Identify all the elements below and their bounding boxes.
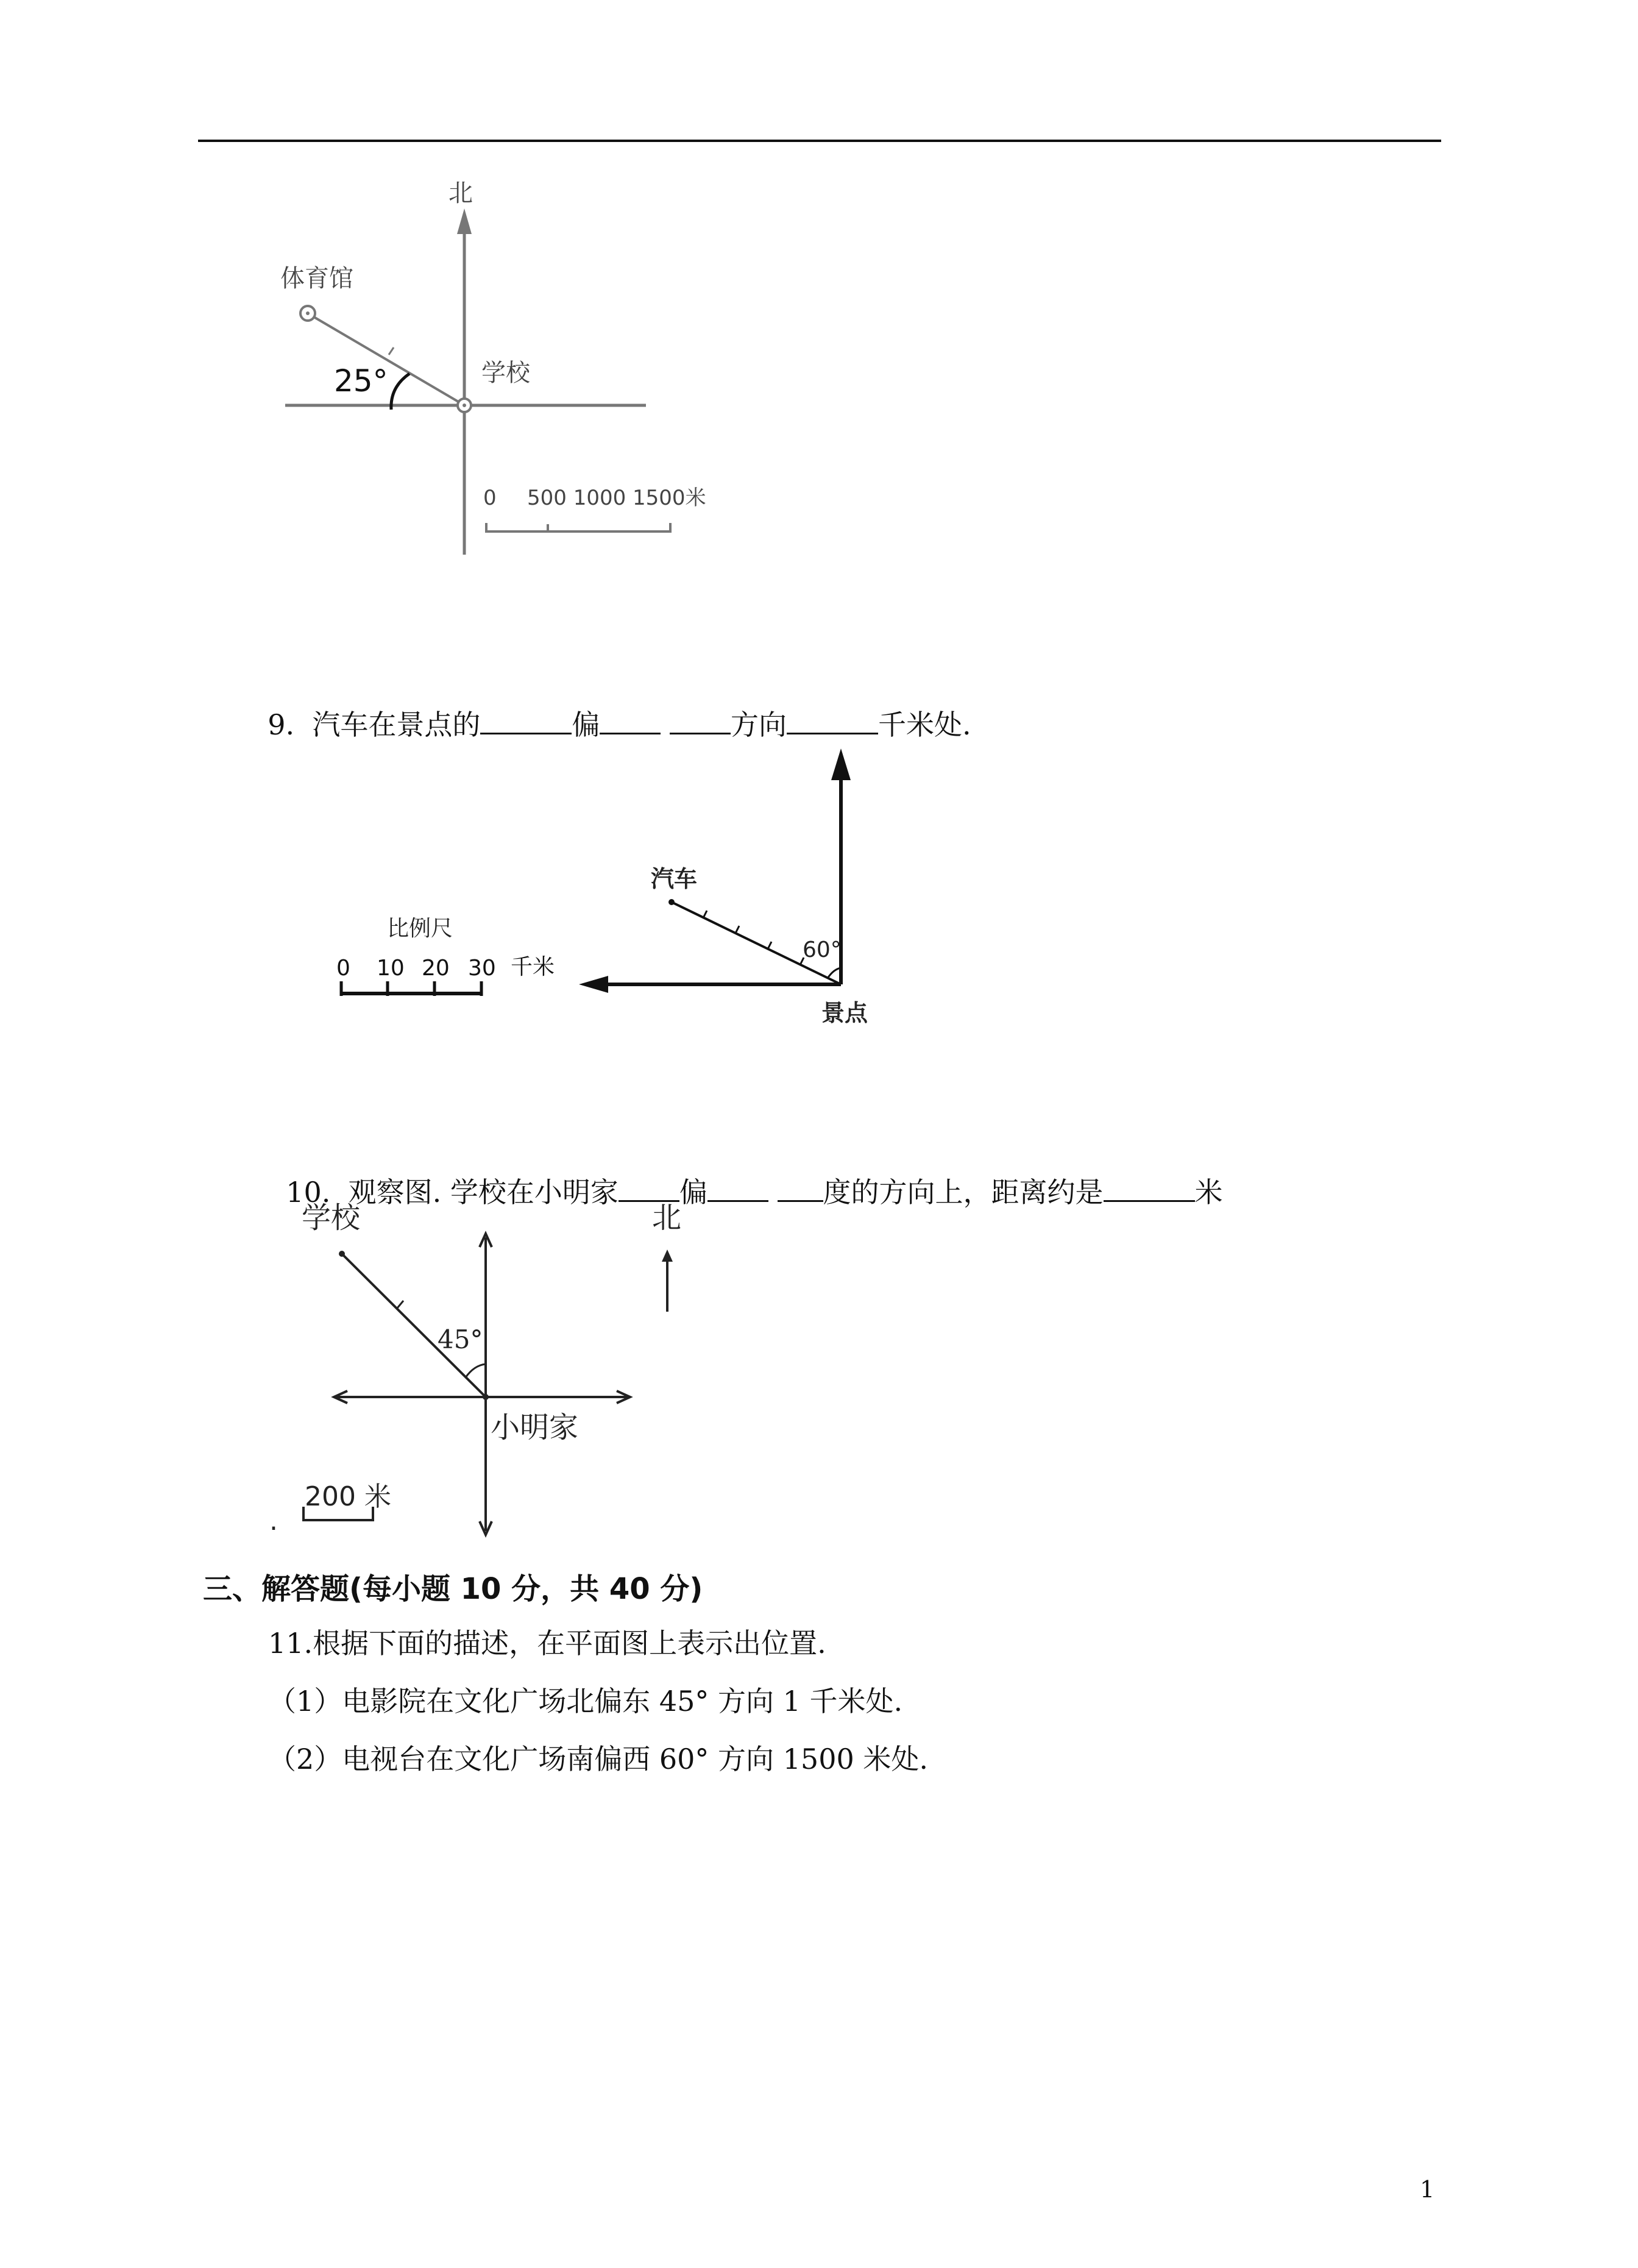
home-label: 小明家 (491, 1410, 579, 1445)
page-number: 1 (1420, 2176, 1435, 2203)
section-title: 三、解答题(每小题 10 分，共 40 分) (203, 1572, 703, 1606)
answer-blank[interactable] (787, 706, 878, 734)
answer-blank[interactable] (480, 706, 572, 734)
scale-zero-label: 0 (483, 486, 497, 510)
question-text-part: 方向 (731, 708, 787, 741)
question-11-item: （2）电视台在文化广场南偏西 60° 方向 1500 米处. (268, 1743, 928, 1776)
scale-tick-label: 20 (422, 956, 450, 981)
school-home-direction-diagram (262, 1189, 750, 1554)
question-text-part: 米 (1194, 1176, 1223, 1209)
question-number: 9. (268, 708, 295, 741)
car-label: 汽车 (651, 866, 698, 892)
answer-blank[interactable] (778, 1173, 823, 1202)
question-text-part: 偏 (572, 708, 600, 741)
angle-label: 25° (334, 363, 388, 399)
north-label: 北 (652, 1201, 682, 1235)
question-text-part (661, 708, 670, 741)
car-scenic-spot-diagram (317, 738, 926, 1042)
gym-label: 体育馆 (280, 265, 353, 293)
question-11-intro: 11.根据下面的描述，在平面图上表示出位置. (268, 1627, 826, 1660)
scale-tick-label: 0 (336, 956, 350, 981)
scale-tick-label: 30 (468, 956, 496, 981)
question-text-part: 度的方向上，距离约是 (823, 1176, 1104, 1209)
question-text-part: 千米处. (878, 708, 971, 741)
scale-title: 比例尺 (387, 916, 453, 941)
question-text-part: 汽车在景点的 (312, 708, 481, 741)
north-label: 北 (448, 179, 473, 207)
angle-label: 45° (438, 1324, 483, 1354)
question-text-part: 偏 (679, 1176, 707, 1209)
question-11-item: （1）电影院在文化广场北偏东 45° 方向 1 千米处. (268, 1685, 903, 1718)
question-9 (250, 669, 971, 743)
school-label: 学校 (481, 359, 530, 387)
trailing-period: . (269, 1505, 278, 1537)
school-gym-direction-diagram (268, 171, 743, 567)
answer-blank[interactable] (1104, 1173, 1195, 1202)
scenic-spot-label: 景点 (821, 1000, 868, 1026)
scale-unit-label: 千米 (511, 954, 555, 979)
question-text-part (768, 1176, 778, 1209)
school-label: 学校 (302, 1201, 361, 1235)
scale-marks-label: 500 1000 1500米 (527, 486, 706, 510)
scale-tick-label: 10 (377, 956, 405, 981)
question-number: 10. (286, 1176, 331, 1209)
question-text-part: 观察图. 学校在小明家 (348, 1176, 619, 1209)
angle-label: 60° (803, 937, 842, 962)
answer-blank[interactable] (600, 706, 661, 734)
scale-label: 200 米 (305, 1481, 391, 1512)
header-rule (198, 140, 1441, 142)
answer-blank[interactable] (670, 706, 731, 734)
